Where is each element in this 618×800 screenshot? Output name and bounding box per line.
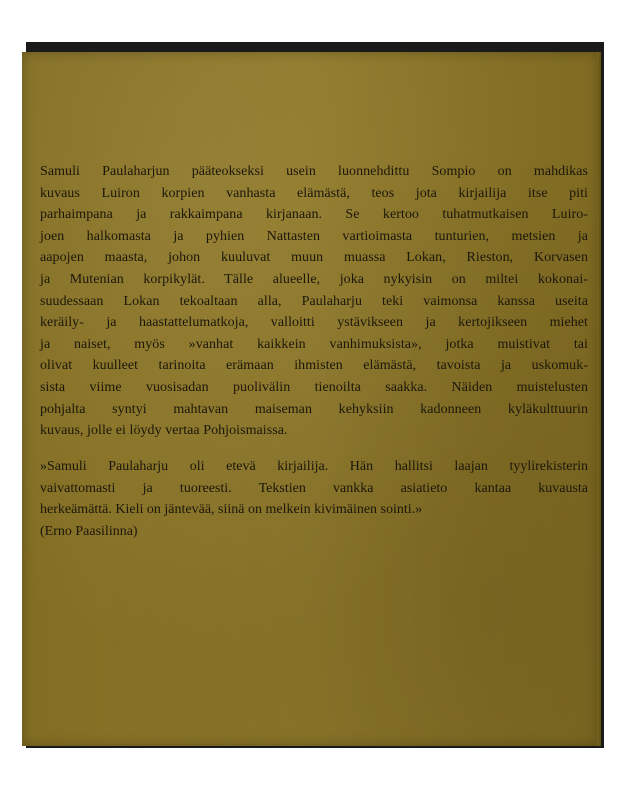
quote-attribution: (Erno Paasilinna) [40, 523, 138, 539]
description-line: suudessaan Lokan tekoaltaan alla, Paulaharju teki vaimonsa kanssa useita [40, 293, 588, 309]
book-back-cover [22, 52, 601, 746]
description-line: parhaimpana ja rakkaimpana kirjanaan. Se kertoo tuhatmutkaisen Luiro- [40, 207, 588, 223]
description-line: pohjalta syntyi mahtavan maiseman kehyksiin kadonneen kyläkulttuurin [40, 401, 588, 417]
quote-line: »Samuli Paulaharju oli etevä kirjailija. Hän hallitsi laajan tyylirekisterin [40, 459, 588, 474]
cover-edge [597, 52, 601, 746]
quote-line: vaivattomasti ja tuoreesti. Tekstien vankka asiatieto kantaa kuvausta [40, 480, 588, 496]
description-line: kuvaus Luiron korpien vanhasta elämästä, teos jota kirjailija itse piti [40, 185, 588, 201]
description-line: joen halkomasta ja pyhien Nattasten vartioimasta tunturien, metsien ja [40, 228, 588, 244]
description-line: ja Mutenian korpikylät. Tälle alueelle, joka nykyisin on miltei kokonai- [40, 271, 588, 287]
quote-line: herkeämättä. Kieli on jäntevää, siinä on melkein kivimäinen sointi.» [40, 502, 423, 518]
description-line: ja naiset, myös »vanhat kaikkein vanhimuksista», jotka muistivat tai [40, 336, 588, 352]
description-line: aapojen maasta, johon kuuluvat muun muassa Lokan, Rieston, Korvasen [40, 250, 588, 266]
description-line: kuvaus, jolle ei löydy vertaa Pohjoismaissa. [40, 423, 288, 439]
description-line: sista viime vuosisadan puolivälin tienoilta saakka. Näiden muistelusten [40, 379, 588, 395]
description-paragraph [40, 161, 588, 442]
review-quote [40, 456, 588, 542]
description-line: keräily- ja haastattelumatkoja, valloitti ystävikseen ja kertojikseen miehet [40, 315, 588, 331]
description-line: olivat kuulleet tarinoita erämaan ihmisten elämästä, tavoista ja uskomuk- [40, 358, 588, 374]
description-line: Samuli Paulaharjun pääteokseksi usein luonnehdittu Sompio on mahdikas [40, 164, 588, 179]
